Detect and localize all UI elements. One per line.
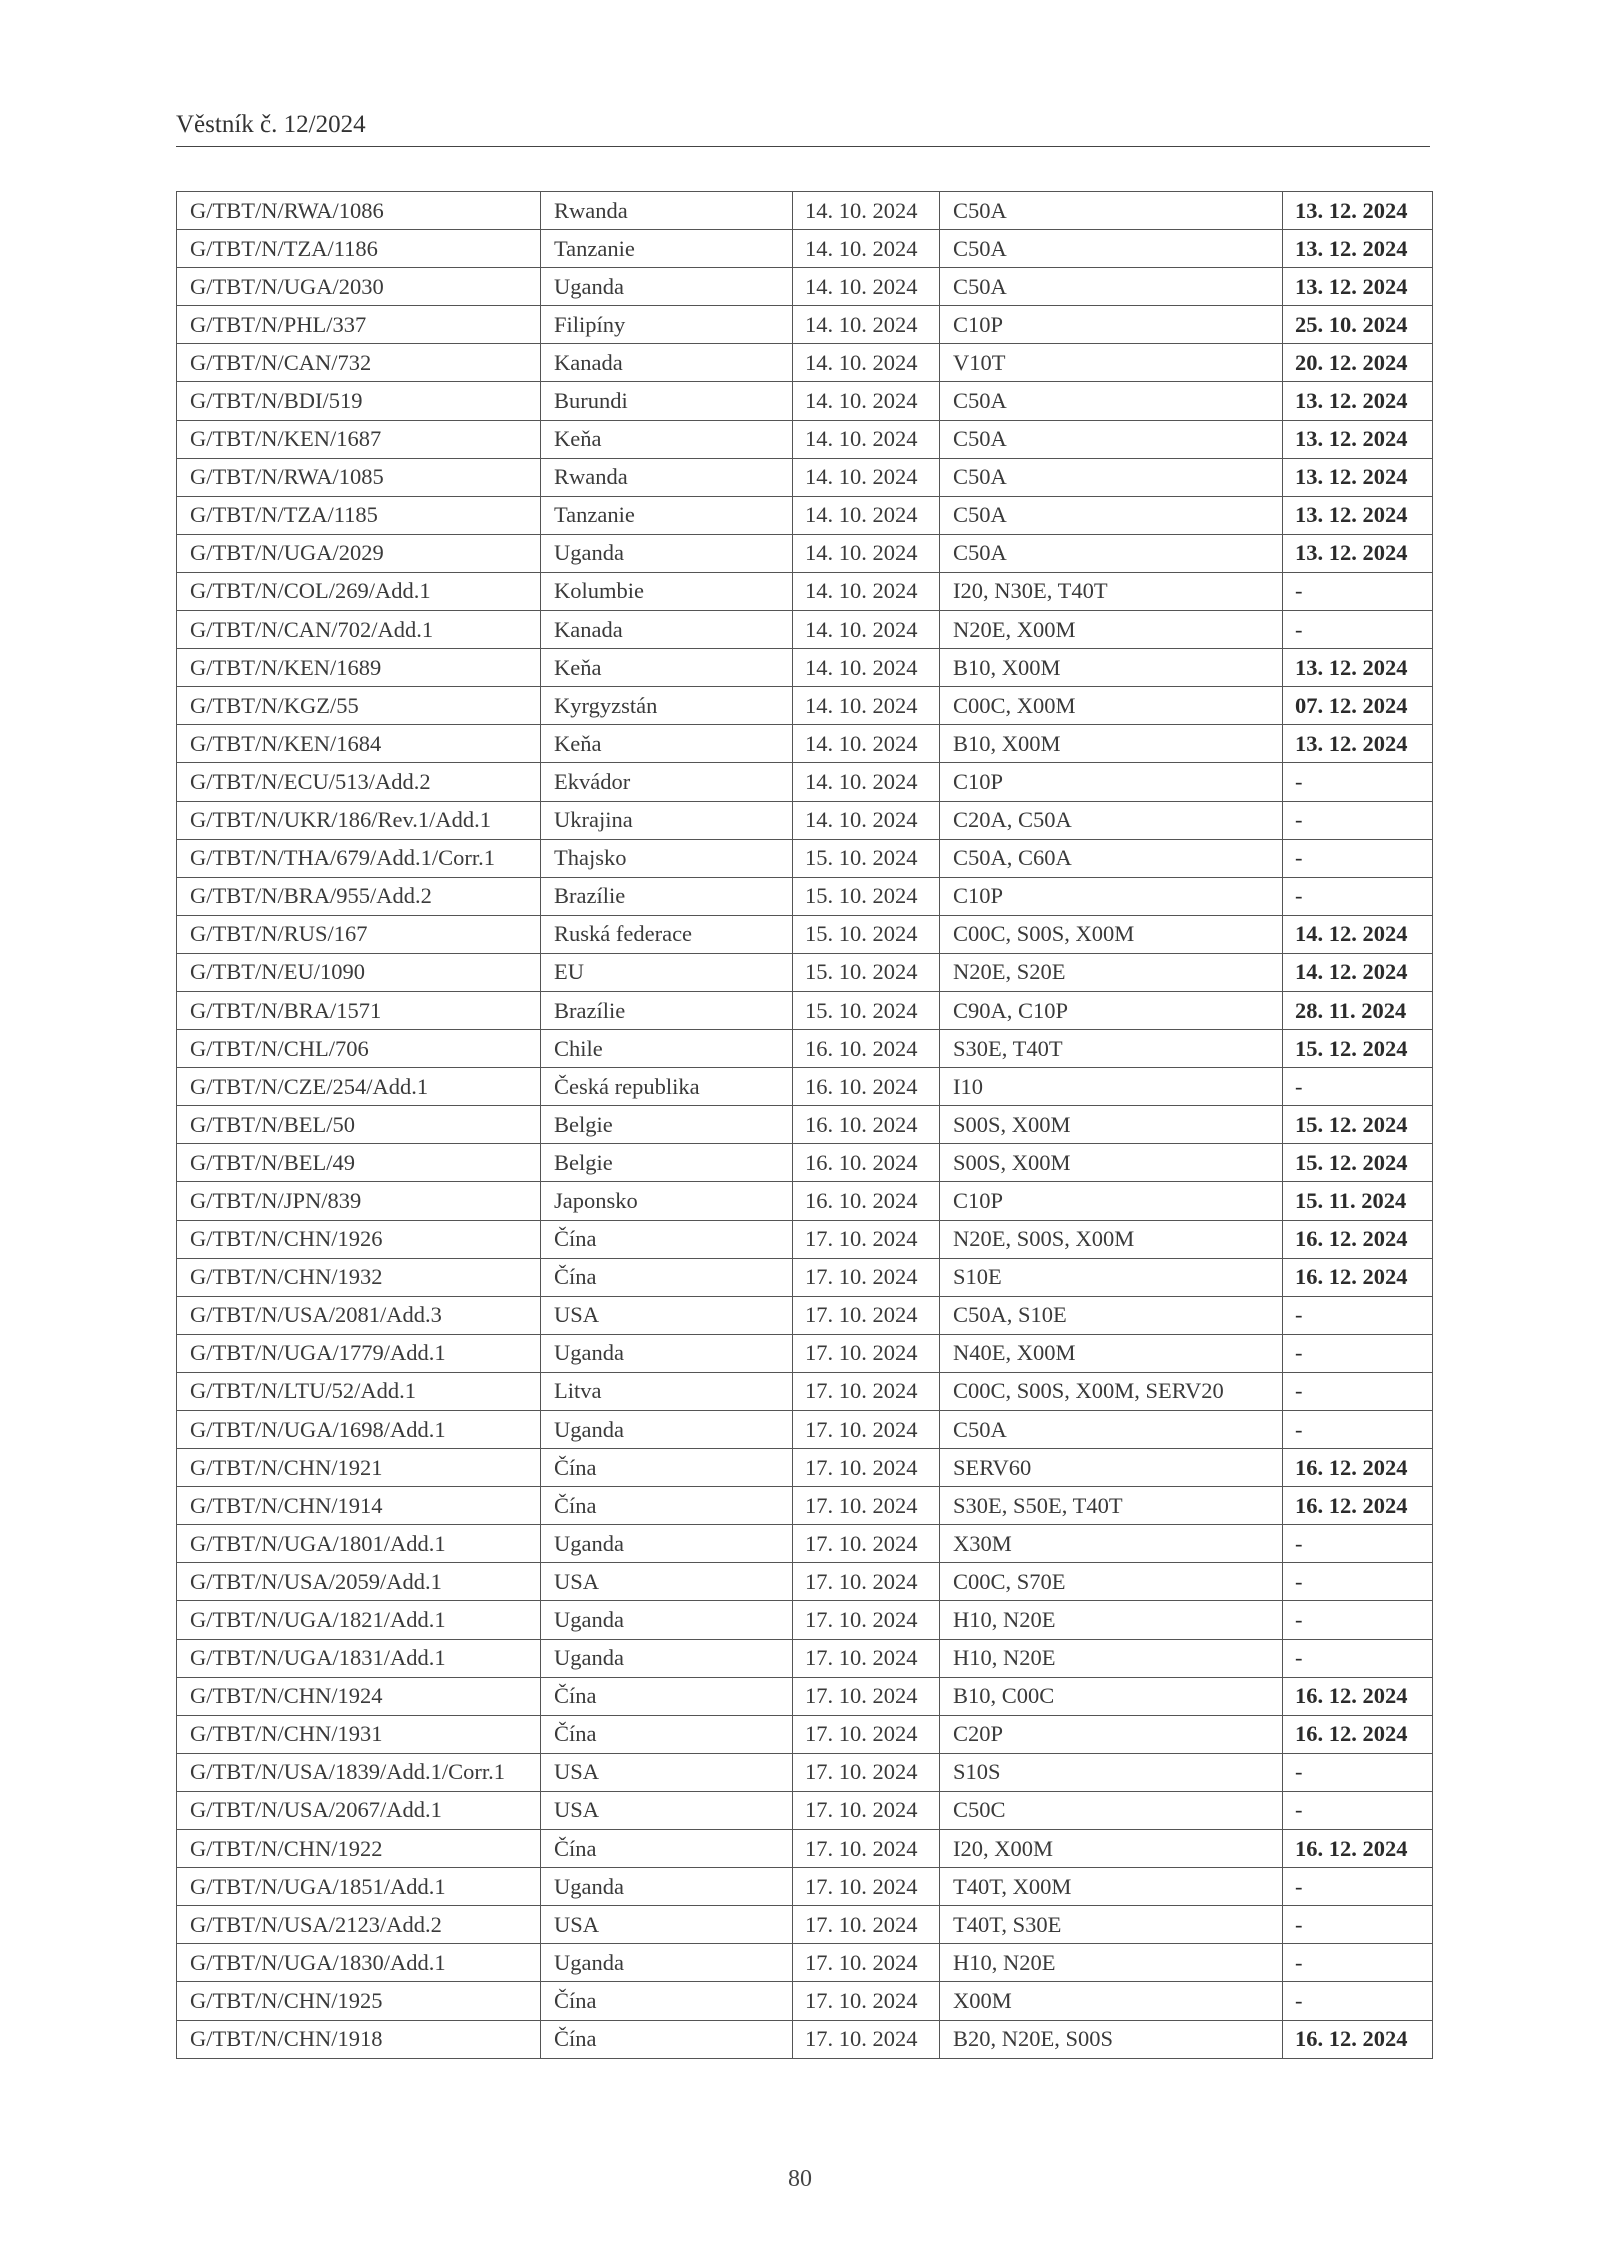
table-row: [177, 839, 1433, 877]
cell-codes: SERV60: [940, 1449, 1283, 1487]
cell-country: Čína: [541, 1830, 793, 1868]
cell-symbol: G/TBT/N/KGZ/55: [177, 687, 541, 725]
cell-codes: S00S, X00M: [940, 1106, 1283, 1144]
cell-date: 17. 10. 2024: [793, 1753, 940, 1791]
table-row: [177, 230, 1433, 268]
table-row: [177, 1182, 1433, 1220]
cell-date: 17. 10. 2024: [793, 1487, 940, 1525]
cell-codes: T40T, X00M: [940, 1868, 1283, 1906]
cell-deadline: 28. 11. 2024: [1283, 991, 1433, 1029]
cell-date: 16. 10. 2024: [793, 1144, 940, 1182]
cell-country: Uganda: [541, 1525, 793, 1563]
cell-deadline: 16. 12. 2024: [1283, 1258, 1433, 1296]
cell-deadline: -: [1283, 611, 1433, 649]
cell-symbol: G/TBT/N/CAN/702/Add.1: [177, 611, 541, 649]
table-row: [177, 1601, 1433, 1639]
cell-codes: C20A, C50A: [940, 801, 1283, 839]
cell-deadline: -: [1283, 877, 1433, 915]
cell-symbol: G/TBT/N/KEN/1689: [177, 649, 541, 687]
cell-symbol: G/TBT/N/CHN/1932: [177, 1258, 541, 1296]
table-row: [177, 953, 1433, 991]
cell-country: Belgie: [541, 1144, 793, 1182]
cell-codes: S30E, S50E, T40T: [940, 1487, 1283, 1525]
cell-date: 17. 10. 2024: [793, 1411, 940, 1449]
cell-country: Tanzanie: [541, 496, 793, 534]
cell-symbol: G/TBT/N/LTU/52/Add.1: [177, 1372, 541, 1410]
cell-codes: V10T: [940, 344, 1283, 382]
cell-codes: S10E: [940, 1258, 1283, 1296]
cell-codes: I20, X00M: [940, 1830, 1283, 1868]
cell-codes: C10P: [940, 306, 1283, 344]
cell-date: 17. 10. 2024: [793, 1868, 940, 1906]
cell-date: 17. 10. 2024: [793, 1296, 940, 1334]
cell-deadline: -: [1283, 1944, 1433, 1982]
cell-deadline: 13. 12. 2024: [1283, 230, 1433, 268]
page-header: [176, 112, 1430, 147]
cell-codes: T40T, S30E: [940, 1906, 1283, 1944]
cell-country: EU: [541, 953, 793, 991]
cell-symbol: G/TBT/N/CHN/1914: [177, 1487, 541, 1525]
cell-codes: C00C, X00M: [940, 687, 1283, 725]
cell-symbol: G/TBT/N/UGA/1821/Add.1: [177, 1601, 541, 1639]
cell-deadline: 16. 12. 2024: [1283, 1677, 1433, 1715]
cell-deadline: 15. 12. 2024: [1283, 1030, 1433, 1068]
cell-codes: C10P: [940, 877, 1283, 915]
table-row: [177, 344, 1433, 382]
table-row: [177, 420, 1433, 458]
cell-country: Keňa: [541, 420, 793, 458]
cell-date: 15. 10. 2024: [793, 839, 940, 877]
cell-country: Uganda: [541, 268, 793, 306]
cell-country: Keňa: [541, 649, 793, 687]
table-row: [177, 1106, 1433, 1144]
cell-codes: C90A, C10P: [940, 991, 1283, 1029]
cell-symbol: G/TBT/N/CHN/1921: [177, 1449, 541, 1487]
cell-codes: C00C, S70E: [940, 1563, 1283, 1601]
cell-date: 14. 10. 2024: [793, 801, 940, 839]
cell-deadline: -: [1283, 1411, 1433, 1449]
cell-symbol: G/TBT/N/CHN/1925: [177, 1982, 541, 2020]
cell-codes: N20E, X00M: [940, 611, 1283, 649]
table-row: [177, 877, 1433, 915]
cell-codes: C50A: [940, 1411, 1283, 1449]
cell-symbol: G/TBT/N/CAN/732: [177, 344, 541, 382]
cell-deadline: -: [1283, 1563, 1433, 1601]
cell-country: Japonsko: [541, 1182, 793, 1220]
cell-deadline: 15. 11. 2024: [1283, 1182, 1433, 1220]
cell-country: Filipíny: [541, 306, 793, 344]
cell-deadline: 13. 12. 2024: [1283, 192, 1433, 230]
cell-deadline: -: [1283, 763, 1433, 801]
cell-symbol: G/TBT/N/USA/2081/Add.3: [177, 1296, 541, 1334]
table-row: [177, 1220, 1433, 1258]
cell-deadline: 15. 12. 2024: [1283, 1106, 1433, 1144]
cell-date: 14. 10. 2024: [793, 534, 940, 572]
cell-symbol: G/TBT/N/CHN/1918: [177, 2020, 541, 2058]
table-row: [177, 687, 1433, 725]
table-row: [177, 382, 1433, 420]
cell-codes: I20, N30E, T40T: [940, 572, 1283, 610]
cell-symbol: G/TBT/N/CHN/1931: [177, 1715, 541, 1753]
cell-codes: C50A: [940, 192, 1283, 230]
cell-country: Uganda: [541, 1334, 793, 1372]
cell-deadline: -: [1283, 572, 1433, 610]
cell-deadline: 16. 12. 2024: [1283, 1830, 1433, 1868]
table-row: [177, 1068, 1433, 1106]
cell-deadline: 14. 12. 2024: [1283, 915, 1433, 953]
table-row: [177, 1525, 1433, 1563]
cell-symbol: G/TBT/N/TZA/1186: [177, 230, 541, 268]
table-row: [177, 192, 1433, 230]
page-header-title: Věstník č. 12/2024: [176, 111, 366, 138]
cell-date: 14. 10. 2024: [793, 230, 940, 268]
cell-deadline: 13. 12. 2024: [1283, 534, 1433, 572]
cell-deadline: -: [1283, 1639, 1433, 1677]
cell-codes: N20E, S00S, X00M: [940, 1220, 1283, 1258]
table-row: [177, 649, 1433, 687]
table-row: [177, 801, 1433, 839]
cell-country: Kanada: [541, 611, 793, 649]
cell-symbol: G/TBT/N/BEL/50: [177, 1106, 541, 1144]
table-row: [177, 306, 1433, 344]
cell-country: Čína: [541, 1487, 793, 1525]
cell-date: 17. 10. 2024: [793, 2020, 940, 2058]
cell-codes: C00C, S00S, X00M, SERV20: [940, 1372, 1283, 1410]
cell-codes: C50A: [940, 534, 1283, 572]
table-row: [177, 1449, 1433, 1487]
cell-country: Čína: [541, 1258, 793, 1296]
cell-symbol: G/TBT/N/RWA/1086: [177, 192, 541, 230]
table-row: [177, 1258, 1433, 1296]
cell-deadline: -: [1283, 1601, 1433, 1639]
cell-country: Uganda: [541, 1868, 793, 1906]
cell-date: 17. 10. 2024: [793, 1372, 940, 1410]
cell-date: 16. 10. 2024: [793, 1030, 940, 1068]
table-row: [177, 1563, 1433, 1601]
cell-country: USA: [541, 1563, 793, 1601]
cell-date: 17. 10. 2024: [793, 1944, 940, 1982]
cell-country: Čína: [541, 2020, 793, 2058]
cell-country: Ekvádor: [541, 763, 793, 801]
cell-codes: H10, N20E: [940, 1639, 1283, 1677]
cell-date: 14. 10. 2024: [793, 306, 940, 344]
cell-deadline: -: [1283, 801, 1433, 839]
cell-date: 17. 10. 2024: [793, 1791, 940, 1829]
table-row: [177, 268, 1433, 306]
table-row: [177, 1639, 1433, 1677]
cell-symbol: G/TBT/N/BRA/955/Add.2: [177, 877, 541, 915]
cell-deadline: 16. 12. 2024: [1283, 1487, 1433, 1525]
cell-codes: H10, N20E: [940, 1601, 1283, 1639]
cell-deadline: 15. 12. 2024: [1283, 1144, 1433, 1182]
cell-symbol: G/TBT/N/CHN/1926: [177, 1220, 541, 1258]
cell-symbol: G/TBT/N/UGA/1830/Add.1: [177, 1944, 541, 1982]
table-row: [177, 1868, 1433, 1906]
cell-date: 15. 10. 2024: [793, 915, 940, 953]
table-row: [177, 534, 1433, 572]
cell-deadline: -: [1283, 1791, 1433, 1829]
cell-deadline: 16. 12. 2024: [1283, 1449, 1433, 1487]
cell-date: 17. 10. 2024: [793, 1220, 940, 1258]
table-row: [177, 915, 1433, 953]
cell-country: Rwanda: [541, 192, 793, 230]
cell-date: 16. 10. 2024: [793, 1182, 940, 1220]
cell-symbol: G/TBT/N/COL/269/Add.1: [177, 572, 541, 610]
cell-symbol: G/TBT/N/RWA/1085: [177, 458, 541, 496]
cell-deadline: 13. 12. 2024: [1283, 382, 1433, 420]
cell-date: 17. 10. 2024: [793, 1258, 940, 1296]
cell-deadline: 13. 12. 2024: [1283, 496, 1433, 534]
cell-country: Rwanda: [541, 458, 793, 496]
cell-codes: C50A, S10E: [940, 1296, 1283, 1334]
cell-country: Uganda: [541, 534, 793, 572]
cell-codes: S30E, T40T: [940, 1030, 1283, 1068]
cell-symbol: G/TBT/N/JPN/839: [177, 1182, 541, 1220]
cell-codes: C50A: [940, 268, 1283, 306]
cell-deadline: 13. 12. 2024: [1283, 268, 1433, 306]
cell-date: 14. 10. 2024: [793, 763, 940, 801]
cell-deadline: 16. 12. 2024: [1283, 1715, 1433, 1753]
cell-country: Brazílie: [541, 991, 793, 1029]
cell-codes: H10, N20E: [940, 1944, 1283, 1982]
cell-symbol: G/TBT/N/UGA/1801/Add.1: [177, 1525, 541, 1563]
page-number: 80: [788, 2166, 812, 2192]
cell-country: Tanzanie: [541, 230, 793, 268]
cell-symbol: G/TBT/N/THA/679/Add.1/Corr.1: [177, 839, 541, 877]
cell-symbol: G/TBT/N/KEN/1684: [177, 725, 541, 763]
cell-deadline: -: [1283, 1906, 1433, 1944]
cell-codes: C50A, C60A: [940, 839, 1283, 877]
cell-codes: C50A: [940, 230, 1283, 268]
table-row: [177, 1144, 1433, 1182]
cell-date: 17. 10. 2024: [793, 1563, 940, 1601]
cell-country: Uganda: [541, 1411, 793, 1449]
cell-country: Česká republika: [541, 1068, 793, 1106]
cell-symbol: G/TBT/N/UKR/186/Rev.1/Add.1: [177, 801, 541, 839]
cell-date: 17. 10. 2024: [793, 1715, 940, 1753]
cell-codes: B20, N20E, S00S: [940, 2020, 1283, 2058]
cell-symbol: G/TBT/N/USA/2123/Add.2: [177, 1906, 541, 1944]
cell-country: USA: [541, 1906, 793, 1944]
cell-date: 14. 10. 2024: [793, 611, 940, 649]
cell-date: 14. 10. 2024: [793, 725, 940, 763]
cell-symbol: G/TBT/N/BEL/49: [177, 1144, 541, 1182]
cell-deadline: 16. 12. 2024: [1283, 1220, 1433, 1258]
cell-symbol: G/TBT/N/TZA/1185: [177, 496, 541, 534]
table-row: [177, 1372, 1433, 1410]
table-row: [177, 1906, 1433, 1944]
cell-codes: N40E, X00M: [940, 1334, 1283, 1372]
table-row: [177, 1830, 1433, 1868]
cell-deadline: 16. 12. 2024: [1283, 2020, 1433, 2058]
table-row: [177, 763, 1433, 801]
cell-country: Čína: [541, 1220, 793, 1258]
table-row: [177, 1296, 1433, 1334]
table-row: [177, 458, 1433, 496]
cell-date: 14. 10. 2024: [793, 687, 940, 725]
cell-country: Kanada: [541, 344, 793, 382]
cell-deadline: 13. 12. 2024: [1283, 458, 1433, 496]
cell-date: 14. 10. 2024: [793, 572, 940, 610]
cell-date: 14. 10. 2024: [793, 382, 940, 420]
cell-country: Uganda: [541, 1639, 793, 1677]
cell-country: USA: [541, 1753, 793, 1791]
cell-country: Čína: [541, 1715, 793, 1753]
cell-country: Thajsko: [541, 839, 793, 877]
cell-codes: C50A: [940, 420, 1283, 458]
cell-deadline: -: [1283, 1296, 1433, 1334]
cell-date: 17. 10. 2024: [793, 1525, 940, 1563]
cell-date: 14. 10. 2024: [793, 649, 940, 687]
cell-symbol: G/TBT/N/PHL/337: [177, 306, 541, 344]
cell-symbol: G/TBT/N/CHL/706: [177, 1030, 541, 1068]
cell-date: 14. 10. 2024: [793, 192, 940, 230]
cell-country: Kyrgyzstán: [541, 687, 793, 725]
cell-date: 17. 10. 2024: [793, 1982, 940, 2020]
cell-symbol: G/TBT/N/UGA/2030: [177, 268, 541, 306]
cell-deadline: 07. 12. 2024: [1283, 687, 1433, 725]
cell-date: 14. 10. 2024: [793, 420, 940, 458]
cell-symbol: G/TBT/N/CZE/254/Add.1: [177, 1068, 541, 1106]
cell-symbol: G/TBT/N/BRA/1571: [177, 991, 541, 1029]
cell-symbol: G/TBT/N/UGA/1779/Add.1: [177, 1334, 541, 1372]
cell-country: Belgie: [541, 1106, 793, 1144]
cell-country: Uganda: [541, 1601, 793, 1639]
cell-deadline: -: [1283, 1525, 1433, 1563]
cell-date: 17. 10. 2024: [793, 1639, 940, 1677]
cell-date: 14. 10. 2024: [793, 496, 940, 534]
cell-codes: C50A: [940, 496, 1283, 534]
table-row: [177, 1753, 1433, 1791]
cell-codes: B10, X00M: [940, 725, 1283, 763]
cell-deadline: 13. 12. 2024: [1283, 725, 1433, 763]
table-row: [177, 1791, 1433, 1829]
cell-date: 17. 10. 2024: [793, 1449, 940, 1487]
cell-country: Uganda: [541, 1944, 793, 1982]
cell-symbol: G/TBT/N/EU/1090: [177, 953, 541, 991]
cell-date: 16. 10. 2024: [793, 1106, 940, 1144]
cell-codes: I10: [940, 1068, 1283, 1106]
table-row: [177, 1677, 1433, 1715]
table-row: [177, 572, 1433, 610]
cell-deadline: -: [1283, 1334, 1433, 1372]
cell-deadline: 14. 12. 2024: [1283, 953, 1433, 991]
cell-symbol: G/TBT/N/USA/2059/Add.1: [177, 1563, 541, 1601]
cell-symbol: G/TBT/N/CHN/1922: [177, 1830, 541, 1868]
cell-codes: S00S, X00M: [940, 1144, 1283, 1182]
cell-codes: C20P: [940, 1715, 1283, 1753]
cell-deadline: 13. 12. 2024: [1283, 649, 1433, 687]
table-row: [177, 725, 1433, 763]
table-row: [177, 1030, 1433, 1068]
cell-deadline: -: [1283, 1982, 1433, 2020]
cell-country: USA: [541, 1791, 793, 1829]
cell-symbol: G/TBT/N/ECU/513/Add.2: [177, 763, 541, 801]
cell-date: 17. 10. 2024: [793, 1601, 940, 1639]
cell-date: 15. 10. 2024: [793, 877, 940, 915]
cell-date: 16. 10. 2024: [793, 1068, 940, 1106]
cell-deadline: -: [1283, 839, 1433, 877]
cell-symbol: G/TBT/N/UGA/1698/Add.1: [177, 1411, 541, 1449]
cell-deadline: -: [1283, 1868, 1433, 1906]
cell-codes: C10P: [940, 1182, 1283, 1220]
table-row: [177, 991, 1433, 1029]
table-row: [177, 1411, 1433, 1449]
cell-symbol: G/TBT/N/UGA/1851/Add.1: [177, 1868, 541, 1906]
cell-codes: B10, C00C: [940, 1677, 1283, 1715]
cell-date: 17. 10. 2024: [793, 1677, 940, 1715]
cell-codes: C50A: [940, 458, 1283, 496]
cell-codes: C50A: [940, 382, 1283, 420]
cell-country: USA: [541, 1296, 793, 1334]
table-row: [177, 611, 1433, 649]
cell-country: Čína: [541, 1449, 793, 1487]
cell-symbol: G/TBT/N/UGA/2029: [177, 534, 541, 572]
table-row: [177, 1487, 1433, 1525]
cell-country: Čína: [541, 1677, 793, 1715]
cell-country: Ruská federace: [541, 915, 793, 953]
cell-country: Kolumbie: [541, 572, 793, 610]
table-row: [177, 1982, 1433, 2020]
cell-date: 14. 10. 2024: [793, 344, 940, 382]
table-row: [177, 496, 1433, 534]
cell-deadline: 13. 12. 2024: [1283, 420, 1433, 458]
cell-codes: S10S: [940, 1753, 1283, 1791]
cell-country: Chile: [541, 1030, 793, 1068]
table-body: [177, 192, 1433, 2059]
cell-codes: C00C, S00S, X00M: [940, 915, 1283, 953]
cell-country: Čína: [541, 1982, 793, 2020]
cell-symbol: G/TBT/N/BDI/519: [177, 382, 541, 420]
cell-symbol: G/TBT/N/USA/2067/Add.1: [177, 1791, 541, 1829]
table-row: [177, 1944, 1433, 1982]
cell-deadline: -: [1283, 1372, 1433, 1410]
cell-country: Ukrajina: [541, 801, 793, 839]
cell-country: Litva: [541, 1372, 793, 1410]
cell-date: 17. 10. 2024: [793, 1906, 940, 1944]
cell-deadline: -: [1283, 1068, 1433, 1106]
cell-symbol: G/TBT/N/USA/1839/Add.1/Corr.1: [177, 1753, 541, 1791]
cell-date: 14. 10. 2024: [793, 268, 940, 306]
cell-date: 17. 10. 2024: [793, 1334, 940, 1372]
cell-codes: N20E, S20E: [940, 953, 1283, 991]
cell-date: 15. 10. 2024: [793, 991, 940, 1029]
cell-codes: C10P: [940, 763, 1283, 801]
table-row: [177, 1334, 1433, 1372]
cell-symbol: G/TBT/N/KEN/1687: [177, 420, 541, 458]
cell-codes: B10, X00M: [940, 649, 1283, 687]
cell-country: Burundi: [541, 382, 793, 420]
cell-date: 17. 10. 2024: [793, 1830, 940, 1868]
cell-symbol: G/TBT/N/UGA/1831/Add.1: [177, 1639, 541, 1677]
cell-deadline: 20. 12. 2024: [1283, 344, 1433, 382]
notifications-table: [176, 191, 1433, 2059]
cell-codes: X00M: [940, 1982, 1283, 2020]
cell-codes: C50C: [940, 1791, 1283, 1829]
cell-symbol: G/TBT/N/RUS/167: [177, 915, 541, 953]
table-row: [177, 2020, 1433, 2058]
cell-country: Keňa: [541, 725, 793, 763]
cell-codes: X30M: [940, 1525, 1283, 1563]
table-row: [177, 1715, 1433, 1753]
cell-date: 15. 10. 2024: [793, 953, 940, 991]
cell-symbol: G/TBT/N/CHN/1924: [177, 1677, 541, 1715]
cell-deadline: 25. 10. 2024: [1283, 306, 1433, 344]
cell-date: 14. 10. 2024: [793, 458, 940, 496]
cell-country: Brazílie: [541, 877, 793, 915]
cell-deadline: -: [1283, 1753, 1433, 1791]
